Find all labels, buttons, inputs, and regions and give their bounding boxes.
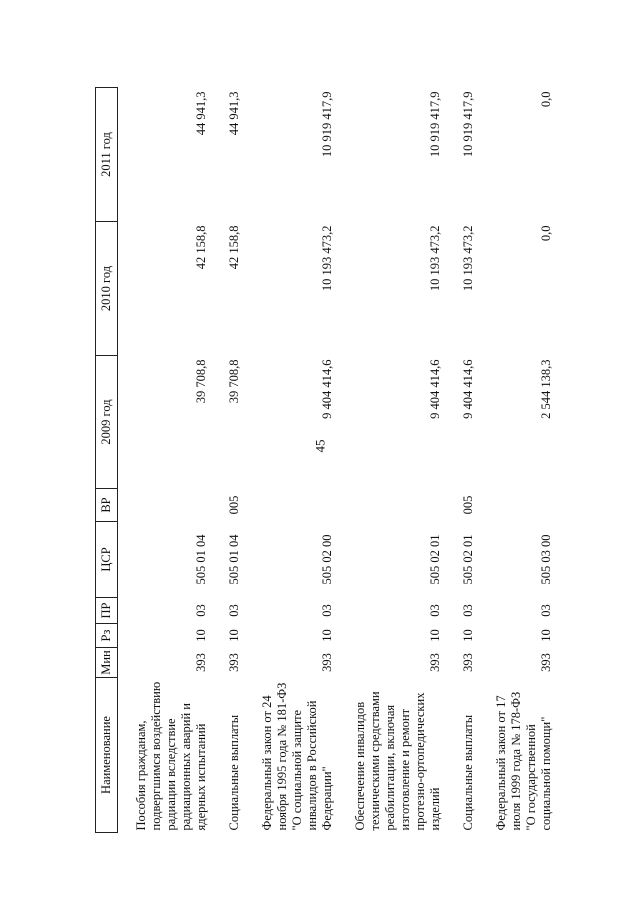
row-name: Пособия гражданам, подвергшимся воздействию радиации вследствие радиационных аварий и ядерных испытаний: [134, 681, 208, 831]
row-2010: 0,0: [539, 225, 553, 242]
row-2010: 10 193 473,2: [428, 225, 442, 292]
rotated-table-container: [95, 73, 605, 833]
row-name: Федеральный закон от 24 ноября 1995 года № 181-ФЗ "О социальной защите инвалидов в Российской Федерации": [260, 682, 334, 831]
header-csr: ЦСР: [96, 522, 118, 598]
row-min: 393: [194, 653, 208, 672]
row-pr: 03: [320, 604, 334, 617]
row-2010: 42 158,8: [194, 225, 208, 270]
table-row: [209, 88, 242, 833]
row-csr: 505 02 01: [461, 534, 475, 585]
row-min: 393: [539, 653, 553, 672]
table-row: [118, 88, 210, 833]
row-name: Обеспечение инвалидов техническими средствами реабилитации, включая изготовление и ремонт протезно-ортопедических изделий: [353, 691, 442, 831]
budget-table: [95, 87, 554, 833]
row-csr: 505 02 00: [320, 534, 334, 585]
row-2009: 9 404 414,6: [320, 359, 334, 419]
row-vr: [476, 489, 554, 522]
row-rz: 10: [461, 629, 475, 642]
row-rz: 10: [539, 629, 553, 642]
row-min: 393: [461, 653, 475, 672]
row-pr: 03: [539, 604, 553, 617]
row-vr: [242, 489, 335, 522]
row-pr: 03: [227, 604, 241, 617]
row-2011: 44 941,3: [194, 91, 208, 136]
header-min: Мин: [96, 648, 118, 678]
budget-table-sheet: [95, 68, 605, 833]
row-rz: 10: [194, 629, 208, 642]
row-pr: 03: [461, 604, 475, 617]
table-row: [443, 88, 476, 833]
row-csr: 505 01 04: [194, 534, 208, 585]
row-2009: 9 404 414,6: [461, 359, 475, 419]
row-rz: 10: [227, 629, 241, 642]
row-csr: 505 01 04: [227, 534, 241, 585]
row-rz: 10: [428, 629, 442, 642]
row-pr: 03: [194, 604, 208, 617]
row-2009: 9 404 414,6: [428, 359, 442, 419]
row-min: 393: [320, 653, 334, 672]
header-2009: 2009 год: [96, 356, 118, 489]
table-header-row: [96, 88, 118, 833]
row-2011: 10 919 417,9: [320, 91, 334, 158]
row-name: Федеральный закон от 17 июля 1999 года № 178-ФЗ "О государственной социальной помощи": [494, 691, 553, 831]
header-pr: ПР: [96, 598, 118, 624]
row-name: Социальные выплаты: [461, 714, 475, 831]
row-min: 393: [227, 653, 241, 672]
header-name: Наименование: [96, 678, 118, 833]
row-name: Социальные выплаты: [227, 714, 241, 831]
table-row: [242, 88, 335, 833]
row-2009: 39 708,8: [194, 359, 208, 404]
row-2009: 2 544 138,3: [539, 359, 553, 419]
row-2011: 44 941,3: [227, 91, 241, 136]
row-2011: 10 919 417,9: [428, 91, 442, 158]
header-2010: 2010 год: [96, 222, 118, 356]
row-csr: 505 02 01: [428, 534, 442, 585]
table-row: [335, 88, 443, 833]
row-2010: 10 193 473,2: [461, 225, 475, 292]
row-2011: 10 919 417,9: [461, 91, 475, 158]
row-rz: 10: [320, 629, 334, 642]
row-2010: 10 193 473,2: [320, 225, 334, 292]
row-2011: 0,0: [539, 91, 553, 108]
row-vr: [118, 489, 210, 522]
header-vr: ВР: [96, 489, 118, 522]
row-vr: [335, 489, 443, 522]
header-rz: Рз: [96, 624, 118, 648]
table-row: [476, 88, 554, 833]
row-vr: 005: [461, 495, 475, 515]
header-2011: 2011 год: [96, 88, 118, 222]
row-2009: 39 708,8: [227, 359, 241, 404]
row-min: 393: [428, 653, 442, 672]
row-pr: 03: [428, 604, 442, 617]
row-vr: 005: [227, 495, 241, 515]
row-csr: 505 03 00: [539, 534, 553, 585]
page-number: 45: [312, 439, 327, 453]
row-2010: 42 158,8: [227, 225, 241, 270]
